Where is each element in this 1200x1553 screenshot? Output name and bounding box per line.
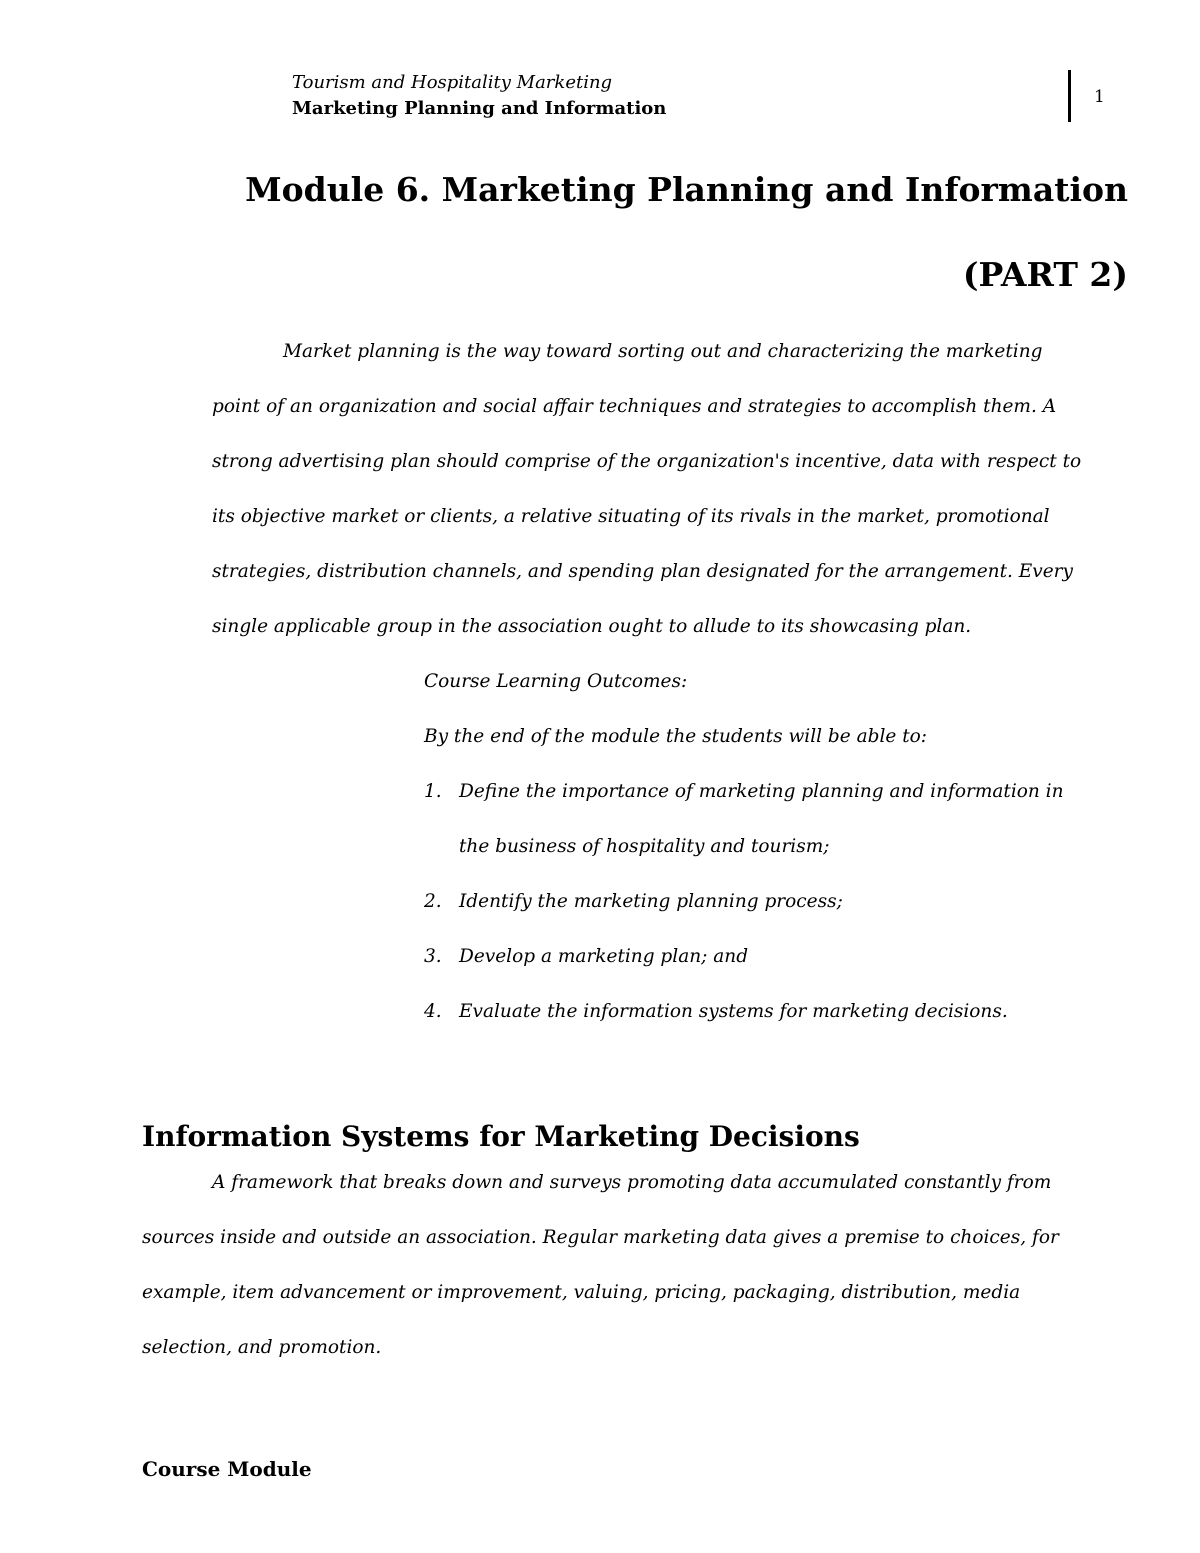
section-line: A framework that breaks down and surveys promoting data accumulated constantly from: [212, 1172, 1052, 1193]
outcomes-heading: Course Learning Outcomes:: [424, 671, 688, 692]
footer-label: Course Module: [142, 1457, 312, 1481]
intro-line: single applicable group in the association ought to allude to its showcasing plan.: [212, 616, 972, 637]
outcome-number: 2.: [424, 891, 442, 912]
section-line: example, item advancement or improvement, valuing, pricing, packaging, distribution, media: [142, 1282, 1021, 1303]
outcome-number: 3.: [424, 946, 442, 967]
outcome-text: Develop a marketing plan; and: [459, 946, 749, 967]
header-topic: Marketing Planning and Information: [292, 98, 667, 119]
outcome-text: Evaluate the information systems for marketing decisions.: [459, 1001, 1008, 1022]
section-heading: Information Systems for Marketing Decisions: [142, 1120, 860, 1153]
outcome-text: Identify the marketing planning process;: [459, 891, 843, 912]
outcome-text: the business of hospitality and tourism;: [459, 836, 830, 857]
outcome-number: 1.: [424, 781, 442, 802]
page-subtitle: (PART 2): [962, 255, 1128, 294]
page-title: Module 6. Marketing Planning and Information: [245, 170, 1128, 209]
section-line: sources inside and outside an association. Regular marketing data gives a premise to choices, for: [142, 1227, 1059, 1248]
intro-line: strategies, distribution channels, and spending plan designated for the arrangement. Every: [212, 561, 1073, 582]
section-line: selection, and promotion.: [142, 1337, 382, 1358]
header-divider: [1068, 70, 1071, 122]
intro-line: Market planning is the way toward sorting out and characterizing the marketing: [283, 341, 1043, 362]
intro-line: its objective market or clients, a relative situating of its rivals in the market, promotional: [212, 506, 1050, 527]
page-number: 1: [1094, 87, 1105, 107]
outcomes-lead: By the end of the module the students will be able to:: [424, 726, 928, 747]
header-course-title: Tourism and Hospitality Marketing: [292, 72, 613, 93]
outcome-number: 4.: [424, 1001, 442, 1022]
intro-line: strong advertising plan should comprise of the organization's incentive, data with respect to: [212, 451, 1082, 472]
outcome-text: Define the importance of marketing planning and information in: [459, 781, 1064, 802]
intro-line: point of an organization and social affair techniques and strategies to accomplish them. A: [212, 396, 1057, 417]
